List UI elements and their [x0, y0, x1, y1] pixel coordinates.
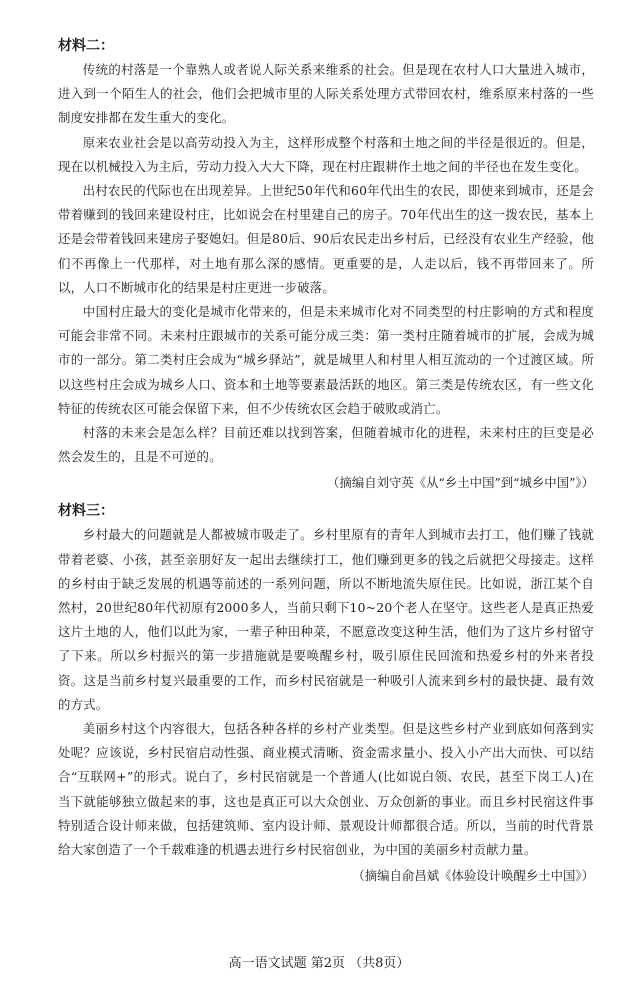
material-two-source: （摘编自刘守英《从“乡土中国”到“城乡中国”》）: [327, 475, 594, 491]
material-three-heading: 材料三：: [58, 503, 114, 520]
page-footer: 高一语文试题 第2页 （共8页）: [228, 956, 410, 971]
material-two-paragraph: 原来农业社会是以高劳动投入为主，这样形成整个村落和土地之间的半径是很近的。但是，现在以机械投入为主后，劳动力投入大大下降，现在村庄跟耕作土地之间的半径也在发生变化。: [58, 134, 594, 174]
material-two-section: [58, 34, 594, 495]
material-three-source: （摘编自俞昌斌《体验设计唤醒乡土中国》）: [352, 868, 594, 884]
material-two-paragraph: 出村农民的代际也在出现差异。上世纪50年代和60年代出生的农民，即使来到城市，还是会带着赚到的钱回来建设村庄，比如说会在村里建自己的房子。70年代出生的这一拨农民，基本上还是会带着钱回来建房子娶媳妇。但是80后、90后农民走出乡村后，已经没有农业生产经验，他们不再像上一代那样，对土地有那么深的感情。更重要的是，人走以后，钱不再带回来了。所以，人口不断城市化的结果是村庄更进一步破落。: [58, 183, 594, 295]
material-two-paragraph: 中国村庄最大的变化是城市化带来的，但是未来城市化对不同类型的村庄影响的方式和程度可能会非常不同。未来村庄跟城市的关系可能分成三类：第一类村庄随着城市的扩展，会成为城市的一部分。第二类村庄会成为“城乡驿站”，就是城里人和村里人相互流动的一个过渡区域。所以这些村庄会成为城乡人口、资本和土地等要素最活跃的地区。第三类是传统农区，有一些文化特征的传统农区可能会保留下来，但不少传统农区会趋于破败或消亡。: [58, 304, 594, 416]
material-three-paragraph: 美丽乡村这个内容很大，包括各种各样的乡村产业类型。但是这些乡村产业到底如何落到实处呢？应该说，乡村民宿启动性强、商业模式清晰、资金需求量小、投入小产出大而快、可以结合“互联网+”的形式。说白了，乡村民宿就是一个普通人(比如说白领、农民，甚至下岗工人)在当下就能够独立做起来的事，这也是真正可以大众创业、万众创新的事业。而且乡村民宿这件事特别适合设计师来做，包括建筑师、室内设计师、景观设计师都很合适。所以，当前的时代背景给大家创造了一个千载难逢的机遇去进行乡村民宿创业，为中国的美丽乡村贡献力量。: [58, 721, 594, 858]
material-two-paragraph: 村落的未来会是怎么样？目前还难以找到答案，但随着城市化的进程，未来村庄的巨变是必然会发生的，且是不可逆的。: [58, 425, 594, 465]
material-three-section: [58, 499, 594, 888]
material-three-paragraph: 乡村最大的问题就是人都被城市吸走了。乡村里原有的青年人到城市去打工，他们赚了钱就带着老婆、小孩，甚至亲朋好友一起出去继续打工，他们赚到更多的钱之后就把父母接走。这样的乡村由于缺乏发展的机遇等前述的一系列问题，所以不断地流失原住民。比如说，浙江某个自然村，20世纪80年代初原有2000多人，当前只剩下10~20个老人在坚守。这些老人是真正热爱这片土地的人，他们以此为家，一辈子种田种菜，不愿意改变这种生活，他们为了这片乡村留守了下来。所以乡村振兴的第一步措施就是要唤醒乡村，吸引原住民回流和热爱乡村的外来者投资。这是当前乡村复兴最重要的工作，而乡村民宿就是一种吸引人流来到乡村的最快捷、最有效的方式。: [58, 527, 594, 712]
material-two-paragraph: 传统的村落是一个靠熟人或者说人际关系来维系的社会。但是现在农村人口大量进入城市，进入到一个陌生人的社会，他们会把城市里的人际关系处理方式带回农村，维系原来村落的一些制度安排都在发生重大的变化。: [58, 62, 594, 126]
material-two-heading: 材料二：: [58, 38, 114, 54]
